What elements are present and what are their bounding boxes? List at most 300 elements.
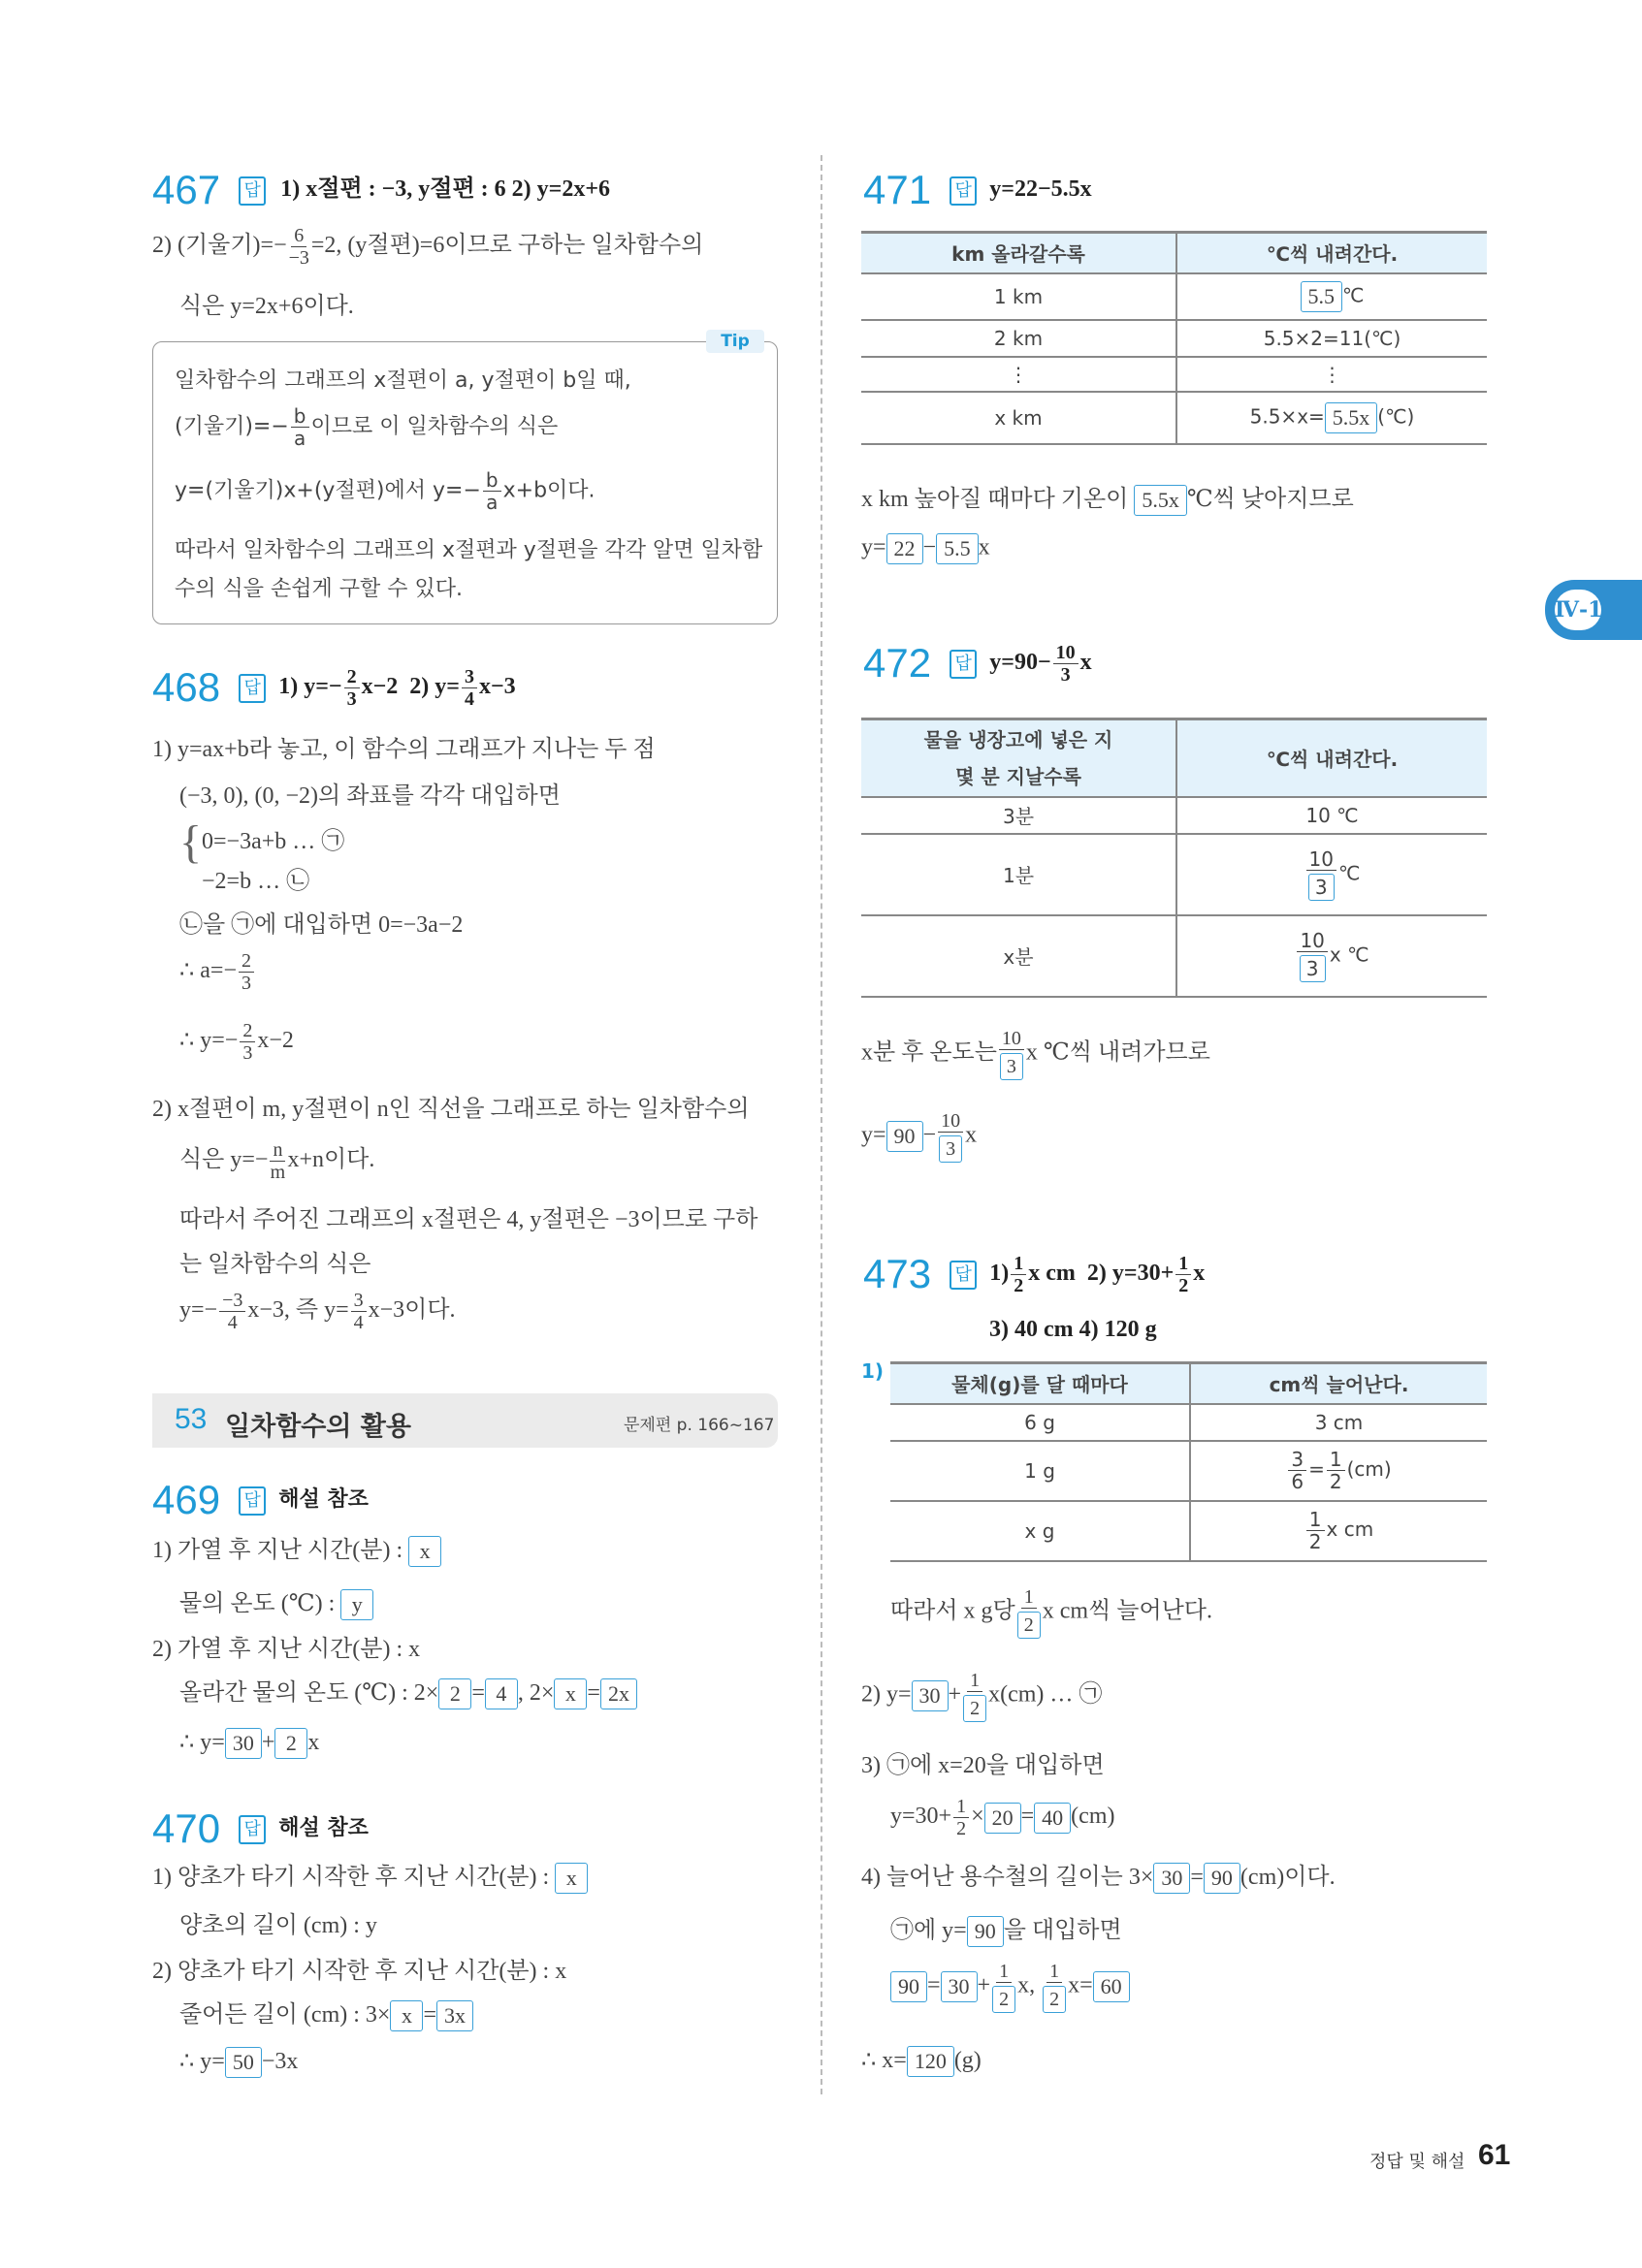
- text: x−2: [257, 1028, 294, 1054]
- p468-sys1: 0=−3a+b … ㉠: [202, 829, 345, 854]
- table-cell: [1176, 915, 1487, 997]
- text: 줄어든 길이 (cm) : 3×: [179, 2002, 391, 2028]
- text: x ℃씩 내려가므로: [1025, 1039, 1210, 1066]
- text: x: [1079, 650, 1092, 675]
- column-header: ℃씩 내려간다.: [1176, 719, 1487, 797]
- denominator: −3: [288, 247, 309, 269]
- column-header: 물체(g)를 달 때마다: [890, 1363, 1190, 1404]
- column-header: km 올라갈수록: [861, 233, 1176, 273]
- answer-box: 2: [274, 1728, 307, 1759]
- text: 1) y=−: [278, 674, 342, 699]
- p468-l2: (−3, 0), (0, −2)의 좌표를 각각 대입하면: [179, 783, 561, 809]
- column-header: ℃씩 내려간다.: [1176, 233, 1487, 273]
- numerator: 10: [938, 1110, 963, 1133]
- table-cell: 1 km: [861, 273, 1176, 320]
- p469-l2: [179, 1583, 373, 1620]
- p468-sys2: −2=b … ㉡: [202, 869, 310, 894]
- table-cell: 3 cm: [1190, 1404, 1487, 1441]
- fraction: [963, 1670, 986, 1722]
- p469-l1: [152, 1530, 441, 1567]
- fraction: [462, 666, 477, 710]
- answer-text: [989, 1252, 1206, 1296]
- system-brace: {: [179, 816, 203, 868]
- text: =: [587, 1680, 600, 1706]
- answer-badge: 답: [239, 1486, 266, 1516]
- problem-number: 470: [152, 1805, 221, 1851]
- numerator: 10: [1053, 642, 1079, 664]
- p470-l3: 2) 양초가 타기 시작한 후 지난 시간(분) : x: [152, 1959, 567, 1984]
- answer-box: 2x: [600, 1678, 637, 1709]
- table-cell: x g: [890, 1501, 1190, 1561]
- denominator: 3: [241, 973, 251, 994]
- text: ∴ x=: [861, 2048, 907, 2073]
- text: x−3: [478, 674, 516, 699]
- answer-box: 4: [485, 1678, 518, 1709]
- table-471: [861, 231, 1487, 445]
- answer-box: 90: [967, 1916, 1004, 1947]
- text: =2, (y절편)=6이므로 구하는 일차함수의: [310, 233, 704, 259]
- answer-badge: 답: [239, 1815, 266, 1844]
- answer-box: x: [390, 2000, 423, 2031]
- text: 1) 가열 후 지난 시간(분) :: [152, 1538, 403, 1563]
- section-ref: 문제편 p. 166~167: [624, 1416, 775, 1435]
- text: x분 후 온도는: [861, 1039, 997, 1066]
- fraction: [1053, 642, 1079, 686]
- p468-l5: [179, 1020, 294, 1064]
- table-cell: [1176, 834, 1487, 915]
- text: (cm): [1071, 1804, 1115, 1830]
- text: ℃: [1342, 283, 1365, 306]
- text: 1): [989, 1261, 1010, 1286]
- problem-467-line1: [152, 225, 703, 269]
- answer-box: 3: [1308, 874, 1335, 901]
- problem-470-header: [152, 1805, 369, 1852]
- text: (℃): [1377, 404, 1415, 428]
- table-row: [861, 797, 1487, 834]
- denominator: 3: [242, 1042, 253, 1064]
- numerator: 1: [967, 1670, 982, 1692]
- denominator: 3: [346, 687, 357, 710]
- text: y=: [861, 534, 886, 560]
- table-row: [890, 1441, 1487, 1501]
- answer-box: 5.5x: [1134, 485, 1187, 516]
- p471-l1: [861, 479, 1354, 516]
- numerator: 1: [1306, 1509, 1325, 1531]
- numerator: 10: [1306, 848, 1336, 871]
- text: ∴ a=−: [179, 958, 237, 984]
- chapter-tab-label: Ⅳ-1: [1555, 590, 1601, 630]
- fraction: [240, 1020, 255, 1064]
- fraction: [291, 405, 309, 449]
- denominator: m: [270, 1162, 286, 1183]
- numerator: 3: [351, 1290, 367, 1312]
- fraction: [1175, 1253, 1191, 1296]
- answer-box: 90: [890, 1971, 927, 2002]
- denominator: 4: [464, 687, 474, 710]
- text: x: [1193, 1261, 1206, 1286]
- numerator: 1: [953, 1796, 969, 1818]
- answer-box: 2: [992, 1986, 1015, 2013]
- p469-l3: 2) 가열 후 지난 시간(분) : x: [152, 1637, 421, 1662]
- answer-box: 22: [886, 533, 923, 564]
- text: x km 높아질 때마다 기온이: [861, 487, 1129, 512]
- p473-l5: [861, 1857, 1336, 1894]
- text: ∴ y=−: [179, 1028, 239, 1054]
- table-cell: ⋮: [1176, 357, 1487, 392]
- denominator: 2: [1329, 1470, 1342, 1493]
- answer-box: x: [554, 1678, 587, 1709]
- numerator: 10: [999, 1028, 1024, 1050]
- tip-line5: 수의 식을 손쉽게 구할 수 있다.: [175, 577, 463, 601]
- text: y=30+: [890, 1804, 952, 1830]
- denominator: 4: [227, 1312, 238, 1333]
- table-cell: 6 g: [890, 1404, 1190, 1441]
- table-header-row: [890, 1363, 1487, 1404]
- text: x−2: [361, 674, 399, 699]
- answer-badge: 답: [950, 1261, 977, 1290]
- text: x: [978, 534, 990, 560]
- table-row: [890, 1404, 1487, 1441]
- text: (g): [953, 2048, 982, 2073]
- answer-box: 5.5: [936, 533, 979, 564]
- answer-box: 60: [1093, 1971, 1130, 2002]
- numerator: 1: [1175, 1253, 1191, 1275]
- answer-box: 120: [907, 2046, 954, 2077]
- numerator: 1: [996, 1961, 1012, 1983]
- answer-box: 2: [963, 1695, 986, 1722]
- text: y=−: [179, 1297, 218, 1324]
- answer-badge: 답: [950, 176, 977, 206]
- table-label: 1): [861, 1359, 885, 1383]
- text: 2) y=: [409, 674, 460, 699]
- section-title: 일차함수의 활용: [225, 1412, 411, 1442]
- answer-box: 2: [1017, 1612, 1041, 1639]
- text: y=(기울기)x+(y절편)에서 y=−: [175, 478, 481, 503]
- text: +: [977, 1972, 991, 1998]
- denominator: 2: [1308, 1530, 1322, 1553]
- tip-line4: 따라서 일차함수의 그래프의 x절편과 y절편을 각각 알면 일차함: [175, 538, 763, 562]
- answer-box: 40: [1034, 1803, 1071, 1834]
- problem-468-header: [152, 664, 516, 711]
- text: x ℃: [1329, 942, 1369, 966]
- numerator: 2: [239, 950, 254, 973]
- denominator: a: [294, 427, 306, 450]
- column-divider: [821, 155, 822, 2094]
- problem-473-header: [863, 1251, 1205, 1297]
- text: x−3, 즉 y=: [247, 1297, 349, 1324]
- fraction: [270, 1139, 285, 1183]
- text: 물을 냉장고에 넣은 지: [923, 727, 1113, 751]
- problem-number: 472: [863, 640, 932, 686]
- answer-box: 30: [225, 1728, 262, 1759]
- answer-box: 3: [939, 1135, 962, 1163]
- chapter-tab: [1545, 580, 1642, 640]
- numerator: 3: [1288, 1449, 1306, 1471]
- problem-number: 467: [152, 167, 221, 212]
- answer-box: 90: [886, 1121, 923, 1152]
- table-cell: 10 ℃: [1176, 797, 1487, 834]
- table-row: [861, 273, 1487, 320]
- text: 몇 분 지날수록: [955, 764, 1081, 788]
- answer-box: 20: [984, 1803, 1021, 1834]
- p472-l1: [861, 1028, 1210, 1080]
- table-row: [890, 1501, 1487, 1561]
- p473-l2: [861, 1670, 1102, 1722]
- text: 식은 y=−: [179, 1147, 269, 1173]
- text: −: [922, 534, 937, 560]
- numerator: 10: [1297, 930, 1327, 952]
- p473-l3: 3) ㉠에 x=20을 대입하면: [861, 1753, 1105, 1778]
- numerator: 1: [1327, 1449, 1345, 1471]
- problem-472-header: [863, 640, 1092, 687]
- text: x−3이다.: [368, 1297, 456, 1324]
- table-row: [861, 392, 1487, 444]
- fraction: [239, 950, 254, 994]
- p473-l6: [890, 1910, 1122, 1947]
- section-number: 53: [175, 1403, 208, 1435]
- answer-box: x: [408, 1536, 441, 1567]
- text: 올라간 물의 온도 (℃) : 2×: [179, 1680, 439, 1706]
- text: x cm: [1028, 1261, 1076, 1286]
- problem-467-line2: 식은 y=2x+6이다.: [179, 294, 354, 319]
- problem-467-header: [152, 167, 610, 213]
- answer-box: 5.5x: [1325, 402, 1378, 433]
- denominator: a: [486, 491, 499, 514]
- fraction: [1288, 1449, 1306, 1492]
- table-cell: [1176, 273, 1487, 320]
- table-header-row: [861, 233, 1487, 273]
- table-cell: $\frac{3}{6}$ = $\frac{1}{2}$ (cm): [1190, 1441, 1487, 1501]
- table-cell: 3분: [861, 797, 1176, 834]
- text: −3x: [261, 2049, 299, 2074]
- answer-badge: 답: [239, 176, 266, 206]
- text: (cm): [1346, 1457, 1392, 1481]
- p473-l8: [861, 2046, 982, 2077]
- fraction: [351, 1290, 367, 1333]
- answer-text: 해설 참조: [278, 1816, 369, 1840]
- p470-l5: [179, 2047, 298, 2078]
- text: x cm씩 늘어난다.: [1042, 1598, 1212, 1624]
- fraction: [953, 1796, 969, 1839]
- p473-l7: [890, 1961, 1130, 2013]
- answer-box: 30: [912, 1680, 949, 1711]
- p470-l4: 줄어든 길이 (cm) : 3× x = 3x: [179, 1995, 473, 2031]
- text: (cm)이다.: [1240, 1865, 1336, 1890]
- text: ㉠에 y=: [890, 1918, 967, 1943]
- text: =: [1020, 1804, 1035, 1830]
- p468-l1: 1) y=ax+b라 놓고, 이 함수의 그래프가 지나는 두 점: [152, 737, 656, 762]
- table-row: [861, 834, 1487, 915]
- text: x cm: [1326, 1517, 1374, 1541]
- table-cell: [1190, 1501, 1487, 1561]
- p473-l4: [890, 1796, 1114, 1839]
- text: x(cm) … ㉠: [988, 1681, 1103, 1708]
- fraction: [344, 666, 360, 710]
- p468-l7: [179, 1139, 374, 1183]
- text: 물의 온도 (℃) :: [179, 1591, 336, 1616]
- p469-l4: [179, 1673, 637, 1709]
- answer-text: y=22−5.5x: [989, 176, 1092, 202]
- table-cell: 1분: [861, 834, 1176, 915]
- p473-l1: [890, 1586, 1212, 1639]
- text: , 2×: [517, 1680, 555, 1706]
- answer-text: 1) x절편 : −3, y절편 : 6 2) y=2x+6: [280, 176, 610, 202]
- p468-l6: 2) x절편이 m, y절편이 n인 직선을 그래프로 하는 일차함수의: [152, 1097, 750, 1122]
- answer-box: 2: [1043, 1986, 1066, 2013]
- denominator: 3: [1060, 663, 1071, 686]
- answer-box: 3x: [436, 2000, 473, 2031]
- text: x+n이다.: [287, 1147, 375, 1173]
- fraction: [999, 1028, 1024, 1080]
- text: x: [965, 1122, 978, 1148]
- problem-number: 468: [152, 664, 221, 710]
- table-cell: 1 g: [890, 1441, 1190, 1501]
- problem-number: 473: [863, 1251, 932, 1296]
- text: x: [307, 1730, 320, 1755]
- p470-l1: [152, 1857, 588, 1894]
- fraction: [1017, 1586, 1041, 1639]
- text: y=90−: [989, 650, 1051, 675]
- answer-box: 3: [1300, 955, 1326, 982]
- p469-l5: [179, 1728, 319, 1759]
- text: −: [922, 1122, 937, 1148]
- table-cell: 2 km: [861, 320, 1176, 357]
- table-cell: x km: [861, 392, 1176, 444]
- p468-l3: ㉡을 ㉠에 대입하면 0=−3a−2: [179, 912, 464, 938]
- text: =: [927, 1972, 941, 1998]
- text: +: [948, 1681, 962, 1708]
- answer-box: 3: [1000, 1053, 1023, 1080]
- text: =: [471, 1680, 485, 1706]
- table-header-row: [861, 719, 1487, 797]
- column-header: cm씩 늘어난다.: [1190, 1363, 1487, 1404]
- answer-text: [989, 641, 1092, 686]
- text: 1) 양초가 타기 시작한 후 지난 시간(분) :: [152, 1865, 550, 1890]
- tip-line1: 일차함수의 그래프의 x절편이 a, y절편이 b일 때,: [175, 368, 631, 393]
- text: ∴ y=: [179, 2049, 225, 2074]
- fraction: [289, 225, 309, 269]
- answer-box: 30: [1153, 1863, 1190, 1894]
- numerator: b: [483, 469, 501, 492]
- answer-badge: 답: [239, 674, 266, 703]
- fraction: [1297, 930, 1327, 982]
- text: 4) 늘어난 용수철의 길이는 3×: [861, 1865, 1154, 1890]
- answer-badge: 답: [950, 650, 977, 679]
- text: 이므로 이 일차함수의 식은: [310, 414, 559, 439]
- page-number: 61: [1478, 2139, 1511, 2171]
- answer-box: 50: [225, 2047, 262, 2078]
- fraction: [1306, 848, 1336, 901]
- problem-number: 471: [863, 167, 932, 212]
- answer-text: [278, 665, 516, 710]
- p472-l2: [861, 1110, 977, 1163]
- problem-471-header: [863, 167, 1092, 213]
- problem-469-header: [152, 1477, 369, 1523]
- denominator: 6: [1291, 1470, 1304, 1493]
- table-cell: 5.5×2=11(℃): [1176, 320, 1487, 357]
- answer-box: x: [555, 1863, 588, 1894]
- fraction: [483, 469, 501, 513]
- table-row: [861, 320, 1487, 357]
- denominator: 2: [1014, 1274, 1024, 1296]
- table-473: [890, 1361, 1487, 1562]
- text: +: [261, 1730, 275, 1755]
- fraction: [1306, 1509, 1325, 1552]
- p468-l4: [179, 950, 256, 994]
- p468-l8: 따라서 주어진 그래프의 x절편은 4, y절편은 −3이므로 구하: [179, 1207, 758, 1232]
- text: 2) (기울기)=−: [152, 233, 287, 259]
- text: 을 대입하면: [1003, 1918, 1122, 1943]
- text: x+b이다.: [502, 478, 596, 503]
- text: x,: [1017, 1972, 1036, 1998]
- numerator: 1: [1046, 1961, 1062, 1983]
- numerator: 2: [240, 1020, 255, 1042]
- fraction: [219, 1290, 245, 1333]
- answer-box: 5.5: [1301, 281, 1343, 312]
- numerator: b: [291, 405, 309, 428]
- answer-box: 30: [941, 1971, 978, 2002]
- numerator: 6: [291, 225, 306, 247]
- table-row: [861, 357, 1487, 392]
- table-472: [861, 718, 1487, 998]
- text: 따라서 x g당: [890, 1598, 1015, 1624]
- tip-line3: [175, 469, 596, 513]
- denominator: 2: [956, 1818, 967, 1839]
- tip-line2: [175, 405, 558, 449]
- text: 2) y=30+: [1086, 1261, 1175, 1286]
- text: ℃씩 낮아지므로: [1186, 487, 1354, 512]
- p470-l2: 양초의 길이 (cm) : y: [179, 1913, 377, 1938]
- fraction: [938, 1110, 963, 1163]
- p468-l9: 는 일차함수의 식은: [179, 1252, 371, 1277]
- denominator: 4: [353, 1312, 364, 1333]
- text: ∴ y=: [179, 1730, 225, 1755]
- footer-label: 정답 및 해설: [1369, 2152, 1465, 2172]
- tip-label: Tip: [706, 330, 764, 353]
- text: 5.5×x=: [1249, 404, 1325, 428]
- answer-text: 해설 참조: [278, 1487, 369, 1512]
- fraction: [992, 1961, 1015, 2013]
- table-row: [861, 915, 1487, 997]
- text: ℃: [1337, 861, 1361, 884]
- answer-box: y: [340, 1589, 373, 1620]
- numerator: n: [270, 1139, 285, 1162]
- p468-l10: [179, 1290, 456, 1333]
- numerator: 3: [462, 666, 477, 688]
- text: 2) y=: [861, 1681, 912, 1708]
- numerator: 1: [1011, 1253, 1026, 1275]
- text: =: [1190, 1865, 1204, 1890]
- answer-box: 2: [438, 1678, 471, 1709]
- text: (기울기)=−: [175, 414, 289, 439]
- numerator: 2: [344, 666, 360, 688]
- column-header: [861, 719, 1176, 797]
- numerator: 1: [1021, 1586, 1037, 1609]
- table-cell: ⋮: [861, 357, 1176, 392]
- denominator: 2: [1178, 1274, 1189, 1296]
- fraction: [1327, 1449, 1345, 1492]
- p471-l2: [861, 533, 990, 564]
- text: x=: [1068, 1972, 1093, 1998]
- table-cell: x분: [861, 915, 1176, 997]
- text: ×: [971, 1804, 984, 1830]
- text: y=: [861, 1122, 886, 1148]
- numerator: −3: [219, 1290, 245, 1312]
- answer-box: 90: [1204, 1863, 1240, 1894]
- fraction: [1011, 1253, 1026, 1296]
- answer-text-cont: 3) 40 cm 4) 120 g: [989, 1317, 1157, 1342]
- problem-number: 469: [152, 1477, 221, 1522]
